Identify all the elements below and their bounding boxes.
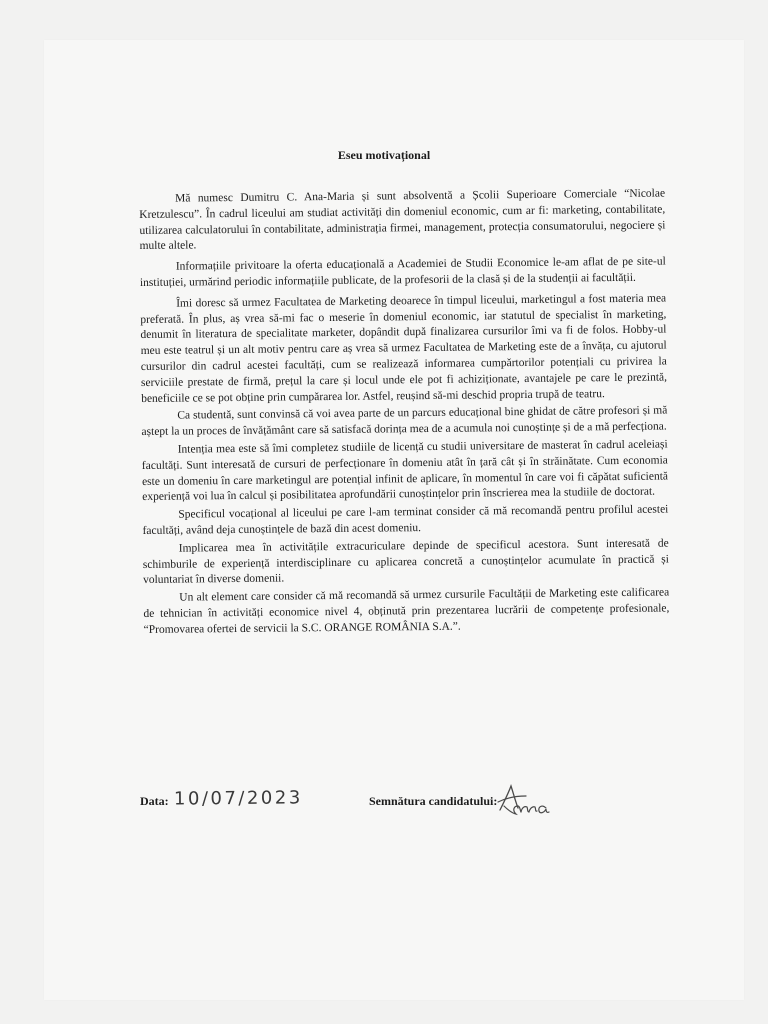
paragraph-extracurricular: Implicarea mea în activitățile extracuriculare depinde de specificul acestora. Sunt interesată de schimburile de experiență interdisciplinare cu aplicarea concretă a cunoștințelor acumulate în practică și voluntariat în diverse domenii. [142,537,669,587]
date-value: 10/07/2023 [173,787,303,810]
signature-drawing [494,780,558,822]
paragraph-expectations: Ca studentă, sunt convinsă că voi avea parte de un parcurs educațional bine ghidat de către profesori și mă aștept la un proces de învățământ care să satisfacă dorința mea de a acumula noi cunoștințe și de a mă perfecționa. [141,404,668,439]
handwritten-signature [494,780,558,822]
paragraph-motivation: Îmi doresc să urmez Facultatea de Marketing deoarece în timpul liceului, marketingul a fost materia mea preferată. În plus, aș vrea să-mi fac o meserie în domeniul economic, iar statutul de specialist în marketing, denumit în literatura de specialitate marketer, dopândit după finalizarea cursurilor îmi va fi de folos. Hobby-ul meu este teatrul și un alt motiv pentru care aș vrea să urmez Facultatea de Marketing este de a învăța, cu ajutorul cursurilor din cadrul acestei facultăți, cum se realizează informarea cumpărtorilor potențiali cu privirea la serviciile prestate de firmă, prețul la care și locul unde ele pot fi achiziționate, avantajele pe care le prezintă, beneficiile ce se pot obține prin cumpărarea lor. Astfel, reușind să-mi deschid propria trupă de teatru. [140,292,668,405]
document-title: Eseu motivațional [337,148,431,162]
paragraph-intentions: Intenția mea este să îmi completez studiile de licență cu studii universitare de masterat în cadrul aceleiași facultăți. Sunt interesată de cursuri de perfecționare în domeniu atât în țară cât și în străinătate. Cum economia este un domeniu în care marketingul are potențial infinit de aplicare, în momentul în care voi fi căpătat suficientă experiență voi lua în calcul și posibilitatea aprofundării cunoștințelor prin înscrierea mea la studiile de doctorat. [141,438,669,504]
paragraph-intro: Mă numesc Dumitru C. Ana-Maria și sunt absolventă a Școlii Superioare Comerciale “Nicolae Kretzulescu”. În cadrul liceului am studiat activități din domeniul economic, cum ar fi: marketing, contabilitate, utilizarea calculatorului în contabilitate, administrația firmei, management, protecția consumatorului, negociere și multe altele. [139,187,666,253]
essay-body [139,186,670,640]
paragraph-qualification: Un alt element care consider că mă recomandă să urmez cursurile Facultății de Marketing este calificarea de tehnician în activități economice nivel 4, obținută prin prezentarea lucrării de competențe profesionale, “Promovarea ofertei de servicii la S.C. ORANGE ROMÂNIA S.A.”. [143,586,670,636]
signature-footer [0,786,768,826]
paragraph-information-source: Informațiile privitoare la oferta educațională a Academiei de Studii Economice le-am aflat de pe site-ul instituției, urmărind periodic informațiile publicate, de la profesorii de la clasă și de la studenții ai facultății. [139,255,666,289]
paragraph-vocational: Specificul vocațional al liceului pe care l-am terminat consider că mă recomandă pentru profilul acestei facultăți, având deja cunoștințele de bază din acest domeniu. [142,503,669,537]
signature-label: Semnătura candidatului: [369,794,498,808]
date-label: Data: [140,794,169,808]
